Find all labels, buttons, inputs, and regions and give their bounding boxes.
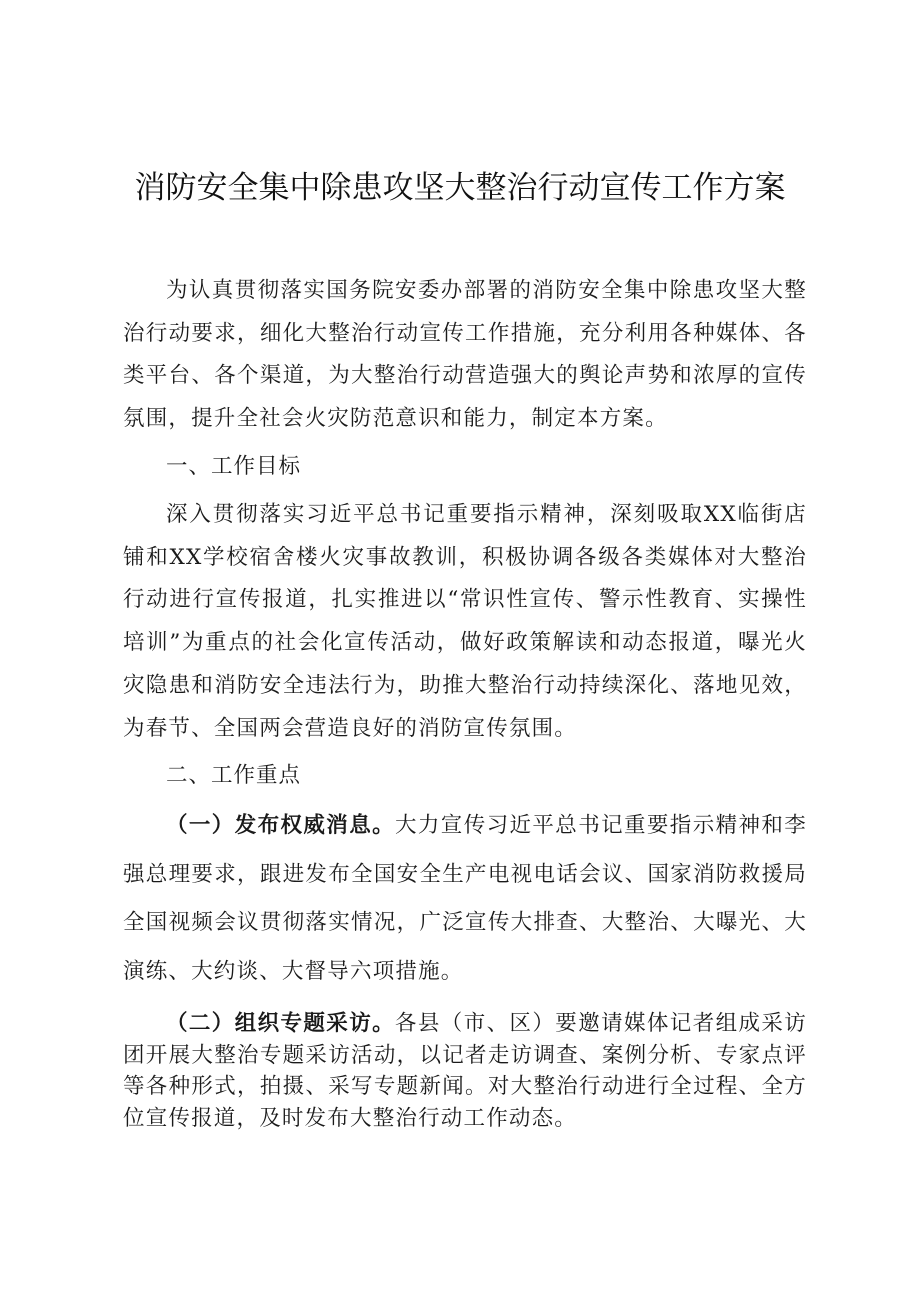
goals-paragraph: 深入贯彻落实习近平总书记重要指示精神，深刻吸取XX临街店铺和XX学校宿舍楼火灾事故教训，积极协调各级各类媒体对大整治行动进行宣传报道，扎实推进以“常识性宣传、警示性教育、实操性培训”为重点的社会化宣传活动，做好政策解读和动态报道，曝光火灾隐患和消防安全违法行为，助推大整治行动持续深化、落地见效，为春节、全国两会营造良好的消防宣传氛围。 [123,502,807,741]
section-heading-focus: 二、工作重点 [166,763,302,788]
section-heading-goals: 一、工作目标 [166,454,302,479]
focus-item-2-lead: （二）组织专题采访。 [166,1011,395,1036]
focus-item-2-text: 各县（市、区）要邀请媒体记者组成采访团开展大整治专题采访活动，以记者走访调查、案例分析、专家点评等各种形式，拍摄、采写专题新闻。对大整治行动进行全过程、全方位宣传报道，及时发布大整治行动工作动态。 [123,1011,807,1131]
focus-item-1 [123,802,807,996]
intro-paragraph: 为认真贯彻落实国务院安委办部署的消防安全集中除患攻坚大整治行动要求，细化大整治行动宣传工作措施，充分利用各种媒体、各类平台、各个渠道，为大整治行动营造强大的舆论声势和浓厚的宣传氛围，提升全社会火灾防范意识和能力，制定本方案。 [123,278,807,432]
focus-item-2 [123,1008,807,1134]
focus-item-1-text: 大力宣传习近平总书记重要指示精神和李强总理要求，跟进发布全国安全生产电视电话会议、国家消防救援局全国视频会议贯彻落实情况，广泛宣传大排查、大整治、大曝光、大演练、大约谈、大督导六项措施。 [123,813,807,984]
focus-item-1-lead: （一）发布权威消息。 [166,813,395,838]
document-title: 消防安全集中除患攻坚大整治行动宣传工作方案 [134,170,786,206]
